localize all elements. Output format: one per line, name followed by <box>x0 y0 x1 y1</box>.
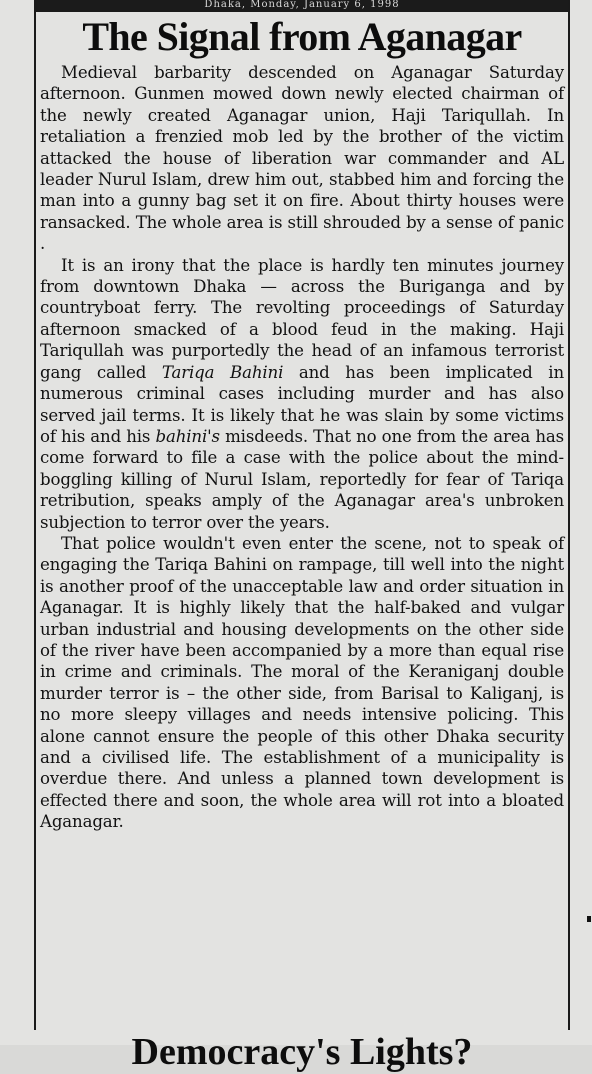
next-headline: Democracy's Lights? <box>131 1031 473 1073</box>
top-rule <box>34 10 570 12</box>
paragraph-1: Medieval barbarity descended on Aganagar Saturday afternoon. Gunmen mowed down newly elected chairman of the newly created Aganagar union, Haji Tariqullah. In retaliation a frenzied mob led by the brother of the victim attacked the house of liberation war commander and AL leader Nurul Islam, drew him out, stabbed him and forcing the man into a gunny bag set it on fire. About thirty houses were ransacked. The whole area is still shrouded by a sense of panic . <box>40 63 564 254</box>
column-border-left <box>34 0 36 1030</box>
editorial-body <box>40 62 564 833</box>
column-border-right <box>568 0 570 1030</box>
dateline: Dhaka, Monday, January 6, 1998 <box>36 0 568 10</box>
paragraph-3: That police wouldn't even enter the scene, not to speak of engaging the Tariqa Bahini on rampage, till well into the night is another proof of the unacceptable law and order situation in Aganagar. It is highly likely that the half-baked and vulgar urban industrial and housing developments on the other side of the river have been accompanied by a more than equal rise in crime and criminals. The moral of the Keraniganj double murder terror is – the other side, from Barisal to Kaliganj, is no more sleepy villages and needs intensive policing. This alone cannot ensure the people of this other Dhaka security and a civilised life. The establishment of a municipality is overdue there. And unless a planned town development is effected there and soon, the whole area will rot into a bloated Aganagar. <box>40 533 564 832</box>
editorial-headline: The Signal from Aganagar <box>82 14 522 59</box>
paragraph-2: It is an irony that the place is hardly ten minutes journey from downtown Dhaka — across the Buriganga and by countryboat ferry. The revolting proceedings of Saturday afternoon smacked of a blood feud in the making. Haji Tariqullah was purportedly the head of an infamous terrorist gang called Tariqa Bahini and has been implicated in numerous criminal cases including murder and has also served jail terms. It is likely that he was slain by some victims of his and his bahini's misdeeds. That no one from the area has come forward to file a case with the police about the mind-boggling killing of Nurul Islam, reportedly for fear of Tariqa retribution, speaks amply of the Aganagar area's unbroken subjection to terror over the years. <box>40 255 565 532</box>
print-speck <box>587 916 591 922</box>
